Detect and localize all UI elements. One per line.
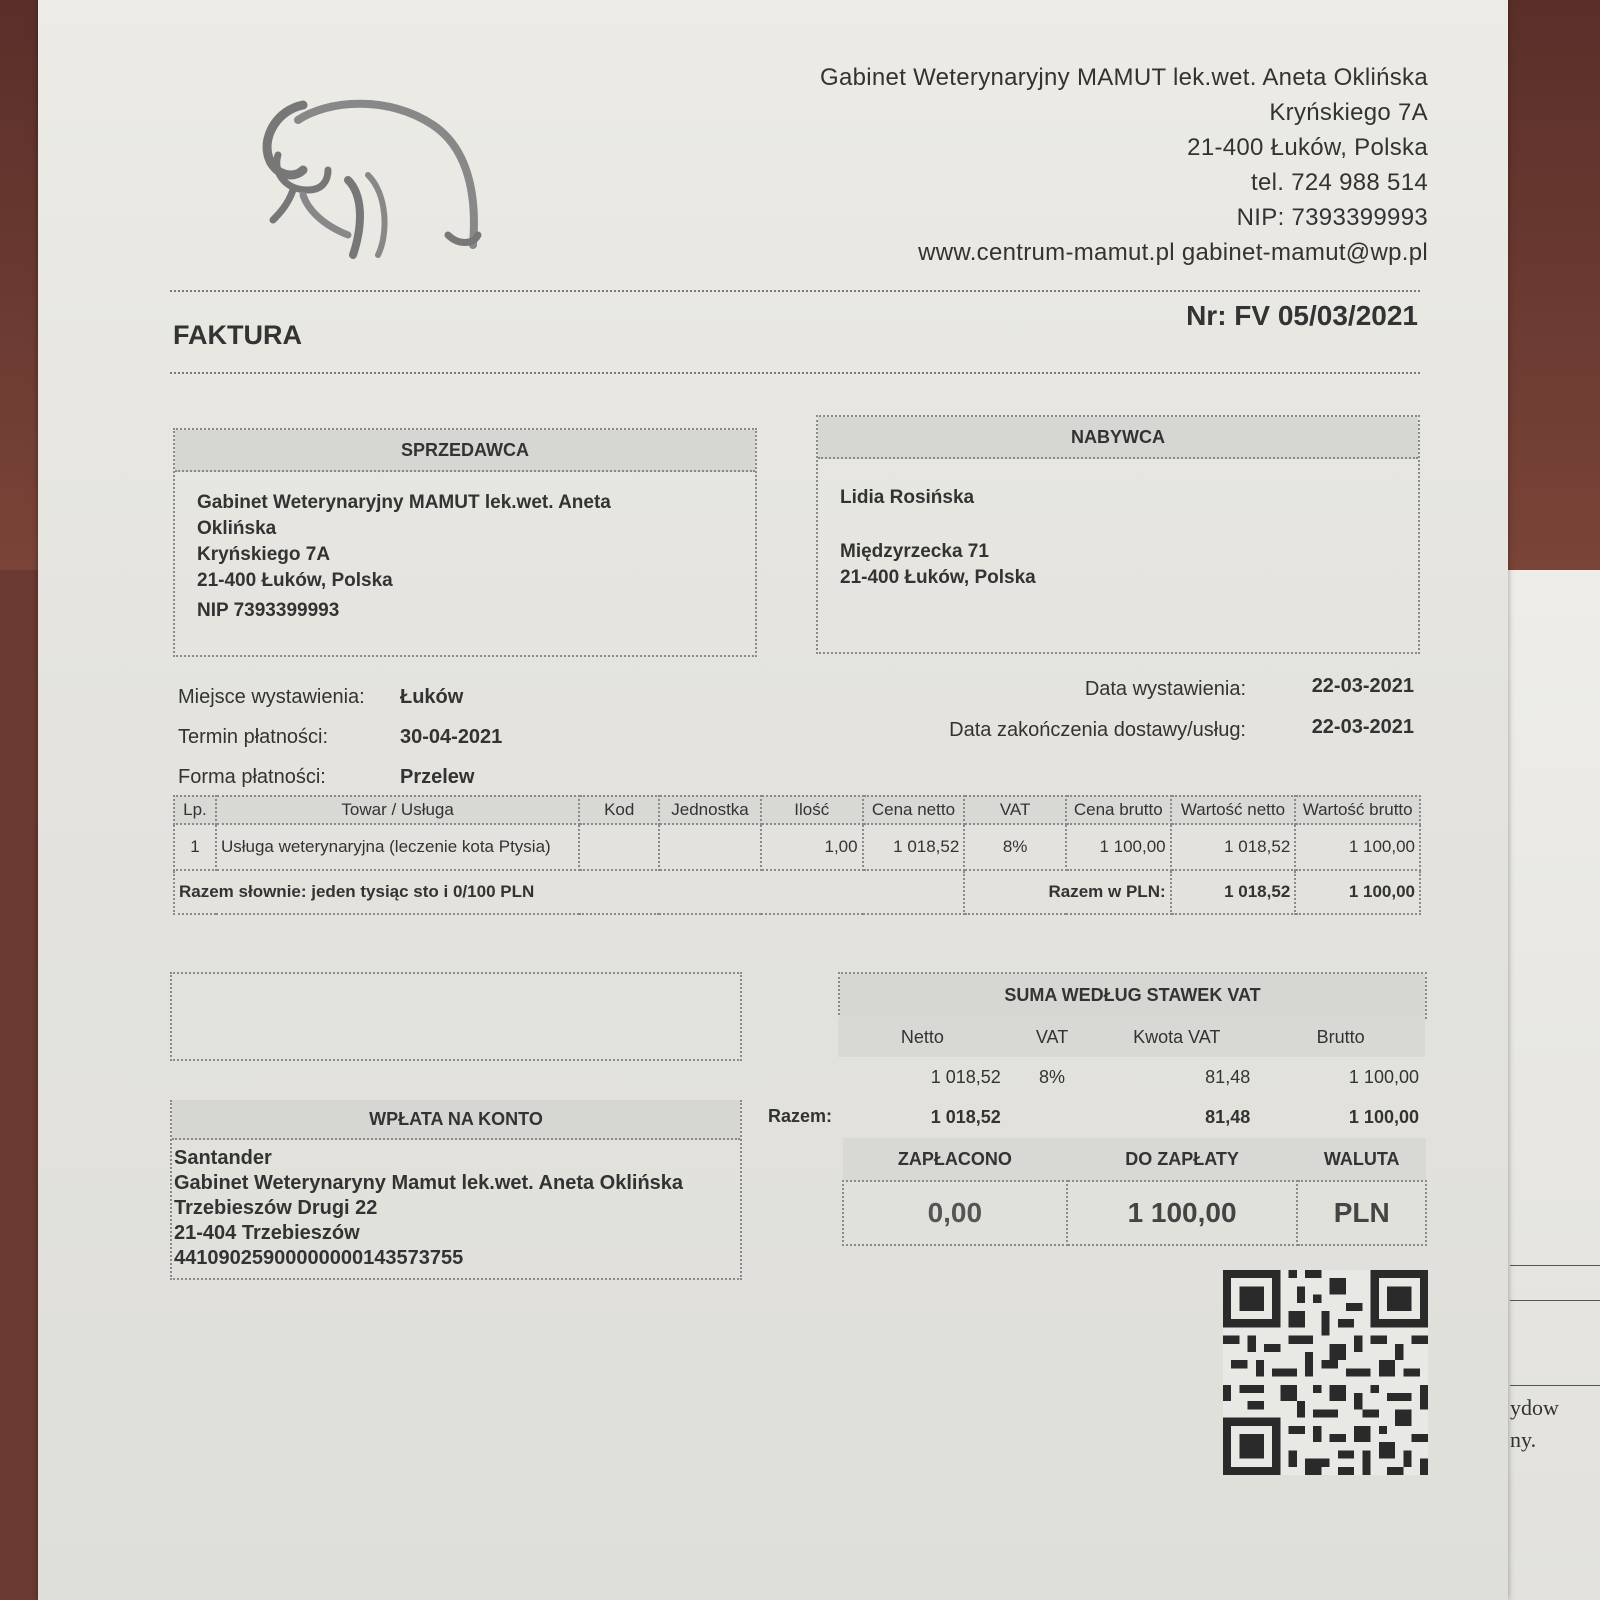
- col-name: Towar / Usługa: [216, 796, 579, 824]
- due-amount-label: DO ZAPŁATY: [1125, 1148, 1239, 1169]
- divider: [170, 372, 1420, 374]
- total-gross: 1 100,00: [1295, 870, 1420, 914]
- seller-box-title: SPRZEDAWCA: [175, 430, 755, 472]
- cell-qty: 1,00: [761, 824, 863, 870]
- qr-code-icon: [1223, 1270, 1428, 1475]
- notes-box: [170, 972, 742, 1061]
- paid-label: ZAPŁACONO: [897, 1148, 1012, 1169]
- table-row: [838, 1097, 1425, 1137]
- seller-line: Gabinet Weterynaryjny MAMUT lek.wet. Aneta: [197, 492, 611, 513]
- vat-summary-table: [838, 1017, 1425, 1137]
- issue-label: Data wystawienia:: [1084, 678, 1246, 700]
- vat-row-amount: 81,48: [1205, 1066, 1251, 1087]
- amount-in-words: Razem słownie: jeden tysiąc sto i 0/100 PLN: [174, 870, 964, 914]
- total-label: Razem w PLN:: [964, 870, 1170, 914]
- bank-name: Santander: [174, 1147, 272, 1169]
- cell-gross-price: 1 100,00: [1066, 824, 1171, 870]
- second-sheet-text-2: ny.: [1510, 1427, 1537, 1452]
- bank-street: Trzebieszów Drugi 22: [174, 1197, 378, 1219]
- seller-line: Kryńskiego 7A: [197, 544, 331, 565]
- currency-value: PLN: [1297, 1181, 1426, 1245]
- method-label: Forma płatności:: [178, 766, 326, 788]
- items-table: [173, 795, 1421, 915]
- vat-col-amount: Kwota VAT: [1133, 1026, 1221, 1047]
- total-net: 1 018,52: [1171, 870, 1296, 914]
- buyer-street: Międzyrzecka 71: [840, 541, 989, 562]
- cell-net-value: 1 018,52: [1171, 824, 1296, 870]
- vat-row-net: 1 018,52: [930, 1066, 1001, 1087]
- place-value: Łuków: [400, 686, 464, 708]
- col-net-price: Cena netto: [863, 796, 965, 824]
- document-number: Nr: FV 05/03/2021: [1186, 300, 1418, 331]
- vat-row-gross: 1 100,00: [1348, 1066, 1419, 1087]
- vat-summary-box: [838, 972, 1427, 1019]
- due-amount-value: 1 100,00: [1067, 1181, 1298, 1245]
- invoice-page: [38, 0, 1508, 1600]
- bank-account: 44109025900000000143573755: [174, 1247, 464, 1269]
- col-kod: Kod: [579, 796, 659, 824]
- seller-line: Oklińska: [197, 518, 277, 539]
- vat-col-rate: VAT: [1035, 1026, 1069, 1047]
- seller-line: 21-400 Łuków, Polska: [197, 570, 393, 591]
- buyer-city: 21-400 Łuków, Polska: [840, 567, 1036, 588]
- delivery-label: Data zakończenia dostawy/usług:: [949, 719, 1246, 741]
- bank-city: 21-404 Trzebieszów: [174, 1222, 360, 1244]
- cell-name: Usługa weterynaryjna (leczenie kota Ptysia): [216, 824, 579, 870]
- method-value: Przelew: [400, 766, 475, 788]
- vat-total-net: 1 018,52: [930, 1106, 1001, 1127]
- bank-box-title: WPŁATA NA KONTO: [172, 1100, 740, 1140]
- company-phone: tel. 724 988 514: [1251, 169, 1428, 196]
- due-label: Termin płatności:: [178, 726, 329, 748]
- vat-total-amount: 81,48: [1205, 1106, 1251, 1127]
- document-title: FAKTURA: [173, 320, 302, 350]
- col-unit: Jednostka: [659, 796, 761, 824]
- vat-total-gross: 1 100,00: [1348, 1106, 1419, 1127]
- col-gross-value: Wartość brutto: [1295, 796, 1420, 824]
- seller-box: [173, 428, 757, 657]
- col-vat: VAT: [964, 796, 1066, 824]
- vat-summary-title: SUMA WEDŁUG STAWEK VAT: [840, 974, 1425, 1017]
- bank-box: [170, 1100, 742, 1280]
- buyer-name: Lidia Rosińska: [840, 487, 975, 508]
- vat-total-label: Razem:: [768, 1106, 833, 1126]
- seller-line: NIP 7393399993: [197, 600, 340, 621]
- buyer-box: [816, 415, 1420, 654]
- vat-col-gross: Brutto: [1316, 1026, 1365, 1047]
- totals-row: [174, 870, 1420, 914]
- vat-col-net: Netto: [900, 1026, 944, 1047]
- place-label: Miejsce wystawienia:: [178, 686, 365, 708]
- table-row: [838, 1057, 1425, 1097]
- due-value: 30-04-2021: [400, 726, 503, 748]
- cell-net-price: 1 018,52: [863, 824, 965, 870]
- bank-holder: Gabinet Weterynaryny Mamut lek.wet. Aneta Oklińska: [174, 1172, 684, 1194]
- currency-label: WALUTA: [1323, 1148, 1400, 1169]
- table-row: [174, 824, 1420, 870]
- company-city: 21-400 Łuków, Polska: [1187, 134, 1428, 161]
- second-sheet: [1500, 570, 1600, 1600]
- issue-value: 22-03-2021: [1311, 675, 1414, 697]
- col-qty: Ilość: [761, 796, 863, 824]
- delivery-value: 22-03-2021: [1311, 716, 1414, 738]
- cell-lp: 1: [174, 824, 216, 870]
- second-sheet-text-1: ydow: [1510, 1395, 1559, 1420]
- company-web: www.centrum-mamut.pl gabinet-mamut@wp.pl: [918, 239, 1428, 266]
- col-gross-price: Cena brutto: [1066, 796, 1171, 824]
- items-header-row: [174, 796, 1420, 824]
- paid-value: 0,00: [843, 1181, 1067, 1245]
- divider: [170, 290, 1420, 292]
- buyer-box-title: NABYWCA: [818, 417, 1418, 459]
- col-lp: Lp.: [174, 796, 216, 824]
- company-street: Kryńskiego 7A: [1269, 99, 1428, 126]
- col-net-value: Wartość netto: [1171, 796, 1296, 824]
- mammoth-logo-icon: [248, 95, 508, 270]
- company-name: Gabinet Weterynaryjny MAMUT lek.wet. Aneta Oklińska: [820, 64, 1428, 91]
- company-nip: NIP: 7393399993: [1236, 204, 1428, 231]
- cell-gross-value: 1 100,00: [1295, 824, 1420, 870]
- cell-kod: [579, 824, 659, 870]
- payment-summary-table: [842, 1138, 1427, 1246]
- cell-unit: [659, 824, 761, 870]
- cell-vat: 8%: [964, 824, 1066, 870]
- vat-row-rate: 8%: [1039, 1066, 1066, 1087]
- company-header: [820, 60, 1428, 270]
